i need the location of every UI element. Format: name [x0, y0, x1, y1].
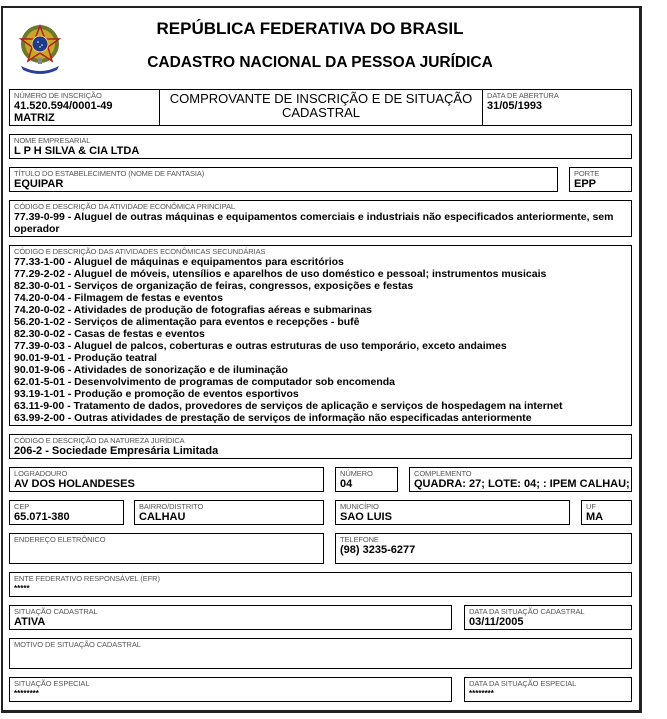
complemento-value: QUADRA: 27; LOTE: 04; : IPEM CALHAU; — [414, 478, 630, 490]
atividade-principal-box — [9, 200, 632, 237]
logradouro-label: LOGRADOURO — [14, 469, 68, 478]
situacao-cadastral-box — [9, 605, 452, 630]
situacao-especial-label: SITUAÇÃO ESPECIAL — [14, 679, 90, 688]
atividade-secundaria-item: 74.20-0-04 - Filmagem de festas e eventos — [14, 292, 223, 304]
page-title: REPÚBLICA FEDERATIVA DO BRASIL — [156, 19, 464, 38]
telefone-label: TELEFONE — [340, 535, 379, 544]
atividade-secundaria-item: 82.30-0-02 - Casas de festas e eventos — [14, 328, 205, 340]
situacao-especial-box — [9, 677, 452, 702]
cep-value: 65.071-380 — [14, 511, 70, 523]
situacao-especial-value: ******** — [14, 689, 39, 698]
municipio-label: MUNICÍPIO — [340, 502, 379, 511]
atividade-principal-line: 77.39-0-99 - Aluguel de outras máquinas e equipamentos comerciais e industriais não especificados anteriormente, sem — [14, 211, 614, 223]
uf-label: UF — [586, 502, 596, 511]
data-situacao-especial-box — [464, 677, 632, 702]
complemento-label: COMPLEMENTO — [414, 469, 472, 478]
numero-label: NÚMERO — [340, 469, 373, 478]
logradouro-box — [9, 467, 324, 492]
natureza-juridica-value: 206-2 - Sociedade Empresária Limitada — [14, 445, 219, 457]
telefone-value: (98) 3235-6277 — [340, 544, 416, 556]
data-abertura-box — [482, 89, 632, 126]
atividade-secundaria-item: 90.01-9-01 - Produção teatral — [14, 352, 157, 364]
municipio-value: SAO LUIS — [340, 511, 392, 523]
nome-fantasia-box — [9, 167, 558, 192]
natureza-juridica-label: CÓDIGO E DESCRIÇÃO DA NATUREZA JURÍDICA — [14, 436, 185, 445]
cep-box — [9, 500, 124, 525]
efr-value: ***** — [14, 584, 30, 593]
atividade-principal-line: operador — [14, 223, 60, 235]
numero-inscricao-label: NÚMERO DE INSCRIÇÃO — [14, 91, 102, 100]
complemento-box — [409, 467, 632, 492]
data-situacao-especial-label: DATA DA SITUAÇÃO ESPECIAL — [469, 679, 577, 688]
atividade-secundaria-item: 77.39-0-03 - Aluguel de palcos, coberturas e outras estruturas de uso temporário, exceto andaimes — [14, 340, 507, 352]
data-situacao-especial-value: ******** — [469, 689, 494, 698]
atividade-secundaria-item: 77.29-2-02 - Aluguel de móveis, utensílios e aparelhos de uso doméstico e pessoal; instrumentos musicais — [14, 268, 547, 280]
data-abertura-label: DATA DE ABERTURA — [487, 91, 559, 100]
nome-empresarial-box — [9, 134, 632, 159]
atividade-secundaria-item: 62.01-5-01 - Desenvolvimento de programas de computador sob encomenda — [14, 376, 396, 388]
numero-box — [335, 467, 398, 492]
brazil-coat-of-arms-icon — [15, 22, 65, 76]
bairro-label: BAIRRO/DISTRITO — [139, 502, 204, 511]
logradouro-value: AV DOS HOLANDESES — [14, 478, 135, 490]
atividade-secundaria-item: 74.20-0-02 - Atividades de produção de fotografias aéreas e submarinas — [14, 304, 372, 316]
data-situacao-cadastral-box — [464, 605, 632, 630]
atividade-secundaria-item: 82.30-0-01 - Serviços de organização de feiras, congressos, exposições e festas — [14, 280, 414, 292]
nome-fantasia-value: EQUIPAR — [14, 178, 64, 190]
numero-inscricao-box — [9, 89, 160, 126]
bairro-value: CALHAU — [139, 511, 186, 523]
cep-label: CEP — [14, 502, 30, 511]
document-title: COMPROVANTE DE INSCRIÇÃO E DE SITUAÇÃO CADASTRAL — [159, 89, 483, 126]
atividade-principal-label: CÓDIGO E DESCRIÇÃO DA ATIVIDADE ECONÔMICA PRINCIPAL — [14, 202, 235, 211]
nome-empresarial-label: NOME EMPRESARIAL — [14, 136, 91, 145]
atividade-secundaria-item: 93.19-1-01 - Produção e promoção de eventos esportivos — [14, 388, 299, 400]
bairro-box — [134, 500, 324, 525]
situacao-cadastral-label: SITUAÇÃO CADASTRAL — [14, 607, 98, 616]
data-abertura-value: 31/05/1993 — [487, 100, 543, 112]
atividade-secundaria-item: 90.01-9-06 - Atividades de sonorização e de iluminação — [14, 364, 288, 376]
atividade-secundaria-item: 63.11-9-00 - Tratamento de dados, provedores de serviços de aplicação e serviços de hospedagem na internet — [14, 400, 563, 412]
atividade-secundaria-item: 77.33-1-00 - Aluguel de máquinas e equipamentos para escritórios — [14, 256, 344, 268]
atividades-secundarias-list — [14, 256, 627, 424]
atividades-secundarias-box — [9, 245, 632, 426]
porte-label: PORTE — [574, 169, 600, 178]
natureza-juridica-box — [9, 434, 632, 459]
municipio-box — [335, 500, 570, 525]
porte-value: EPP — [574, 178, 597, 190]
porte-box — [569, 167, 632, 192]
situacao-cadastral-value: ATIVA — [14, 616, 46, 628]
page-subtitle: CADASTRO NACIONAL DA PESSOA JURÍDICA — [147, 54, 493, 71]
data-situacao-cadastral-value: 03/11/2005 — [469, 616, 524, 628]
tipo-estabelecimento-value: MATRIZ — [14, 112, 55, 124]
atividade-secundaria-item: 56.20-1-02 - Serviços de alimentação para eventos e recepções - bufê — [14, 316, 360, 328]
efr-label: ENTE FEDERATIVO RESPONSÁVEL (EFR) — [14, 574, 160, 583]
atividades-secundarias-label: CÓDIGO E DESCRIÇÃO DAS ATIVIDADES ECONÔMICAS SECUNDÁRIAS — [14, 247, 266, 256]
telefone-box — [335, 533, 632, 564]
data-situacao-cadastral-label: DATA DA SITUAÇÃO CADASTRAL — [469, 607, 585, 616]
email-box — [9, 533, 324, 564]
uf-box — [581, 500, 632, 525]
numero-inscricao-value: 41.520.594/0001-49 — [14, 100, 113, 112]
email-label: ENDEREÇO ELETRÔNICO — [14, 535, 106, 544]
efr-box — [9, 572, 632, 597]
atividade-secundaria-item: 63.99-2-00 - Outras atividades de prestação de serviços de informação não especificadas anteriormente — [14, 412, 532, 424]
uf-value: MA — [586, 511, 604, 523]
nome-fantasia-label: TÍTULO DO ESTABELECIMENTO (NOME DE FANTASIA) — [14, 169, 205, 178]
motivo-situacao-box — [9, 638, 632, 669]
nome-empresarial-value: L P H SILVA & CIA LTDA — [14, 145, 140, 157]
motivo-situacao-label: MOTIVO DE SITUAÇÃO CADASTRAL — [14, 640, 141, 649]
numero-value: 04 — [340, 478, 353, 490]
